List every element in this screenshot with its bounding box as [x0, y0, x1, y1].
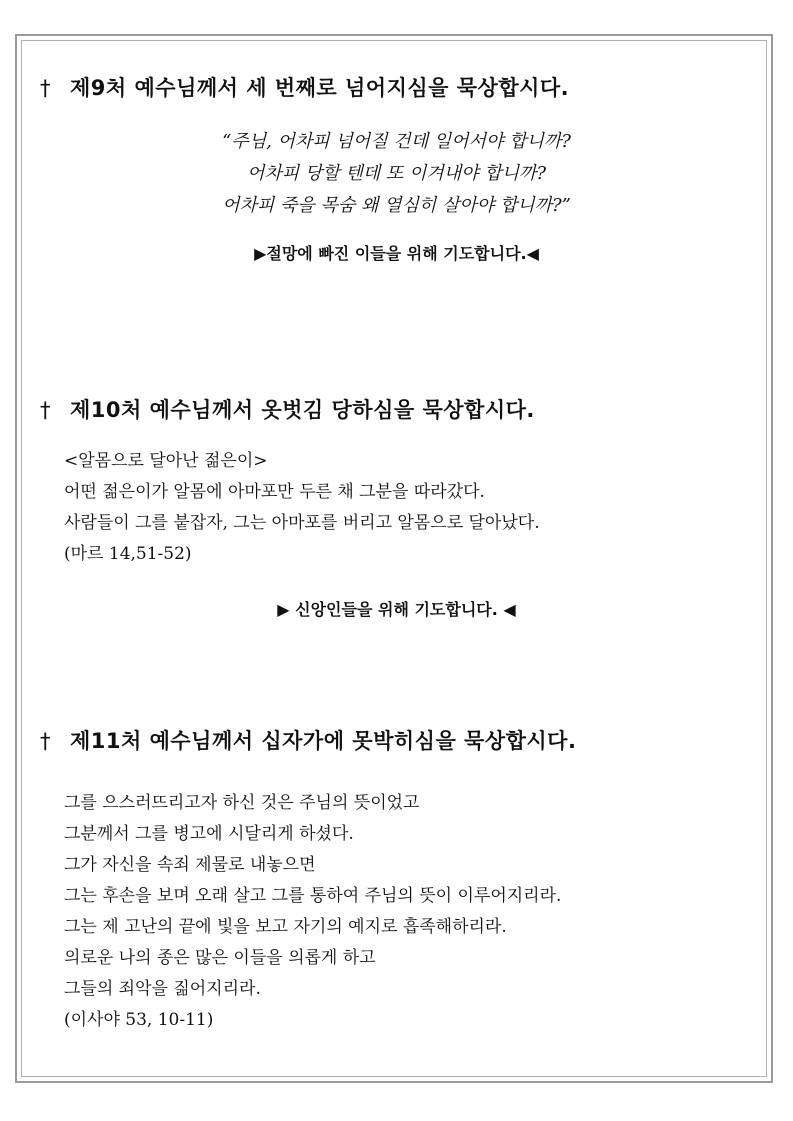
- text-line: (이사야 53, 10-11): [64, 1010, 214, 1030]
- text-line: 그들의 죄악을 짊어지리라.: [64, 979, 261, 999]
- station-10-title: 제10처 예수님께서 옷벗김 당하심을 묵상합시다.: [70, 398, 535, 422]
- cross-icon: †: [40, 398, 51, 422]
- text-line: <알몸으로 달아난 젊은이>: [64, 451, 268, 471]
- quote-line: 어차피 죽을 목숨 왜 열심히 살아야 합니까?”: [222, 195, 571, 216]
- text-line: 그가 자신을 속죄 제물로 내놓으면: [64, 855, 316, 875]
- station-9-heading: [40, 78, 569, 99]
- station-10-prayer: ▶ 신앙인들을 위해 기도합니다. ◀: [277, 600, 516, 619]
- station-9-title: 제9처 예수님께서 세 번째로 넘어지심을 묵상합시다.: [70, 76, 570, 100]
- station-9-prayer: ▶절망에 빠진 이들을 위해 기도합니다.◀: [254, 244, 539, 263]
- text-line: 그를 으스러뜨리고자 하신 것은 주님의 뜻이었고: [64, 793, 420, 813]
- cross-icon: †: [40, 76, 51, 100]
- text-line: 그는 후손을 보며 오래 살고 그를 통하여 주님의 뜻이 이루어지리라.: [64, 886, 562, 906]
- station-11-title: 제11처 예수님께서 십자가에 못박히심을 묵상합시다.: [70, 729, 577, 753]
- text-line: 의로운 나의 종은 많은 이들을 의롭게 하고: [64, 948, 376, 968]
- text-line: 그는 제 고난의 끝에 빛을 보고 자기의 예지로 흡족해하리라.: [64, 917, 507, 937]
- station-10-text: [64, 446, 540, 570]
- station-11-heading: [40, 731, 576, 752]
- text-line: 그분께서 그를 병고에 시달리게 하셨다.: [64, 824, 354, 844]
- station-9-quote: [0, 126, 793, 222]
- station-11-text: [64, 788, 561, 1036]
- station-10-heading: [40, 400, 535, 421]
- text-line: 사람들이 그를 붙잡자, 그는 아마포를 버리고 알몸으로 달아났다.: [64, 513, 540, 533]
- text-line: (마르 14,51-52): [64, 544, 192, 564]
- text-line: 어떤 젊은이가 알몸에 아마포만 두른 채 그분을 따라갔다.: [64, 482, 485, 502]
- cross-icon: †: [40, 729, 51, 753]
- quote-line: 어차피 당할 텐데 또 이겨내야 합니까?: [246, 163, 547, 184]
- quote-line: “주님, 어차피 넘어질 건데 일어서야 합니까?: [222, 131, 571, 152]
